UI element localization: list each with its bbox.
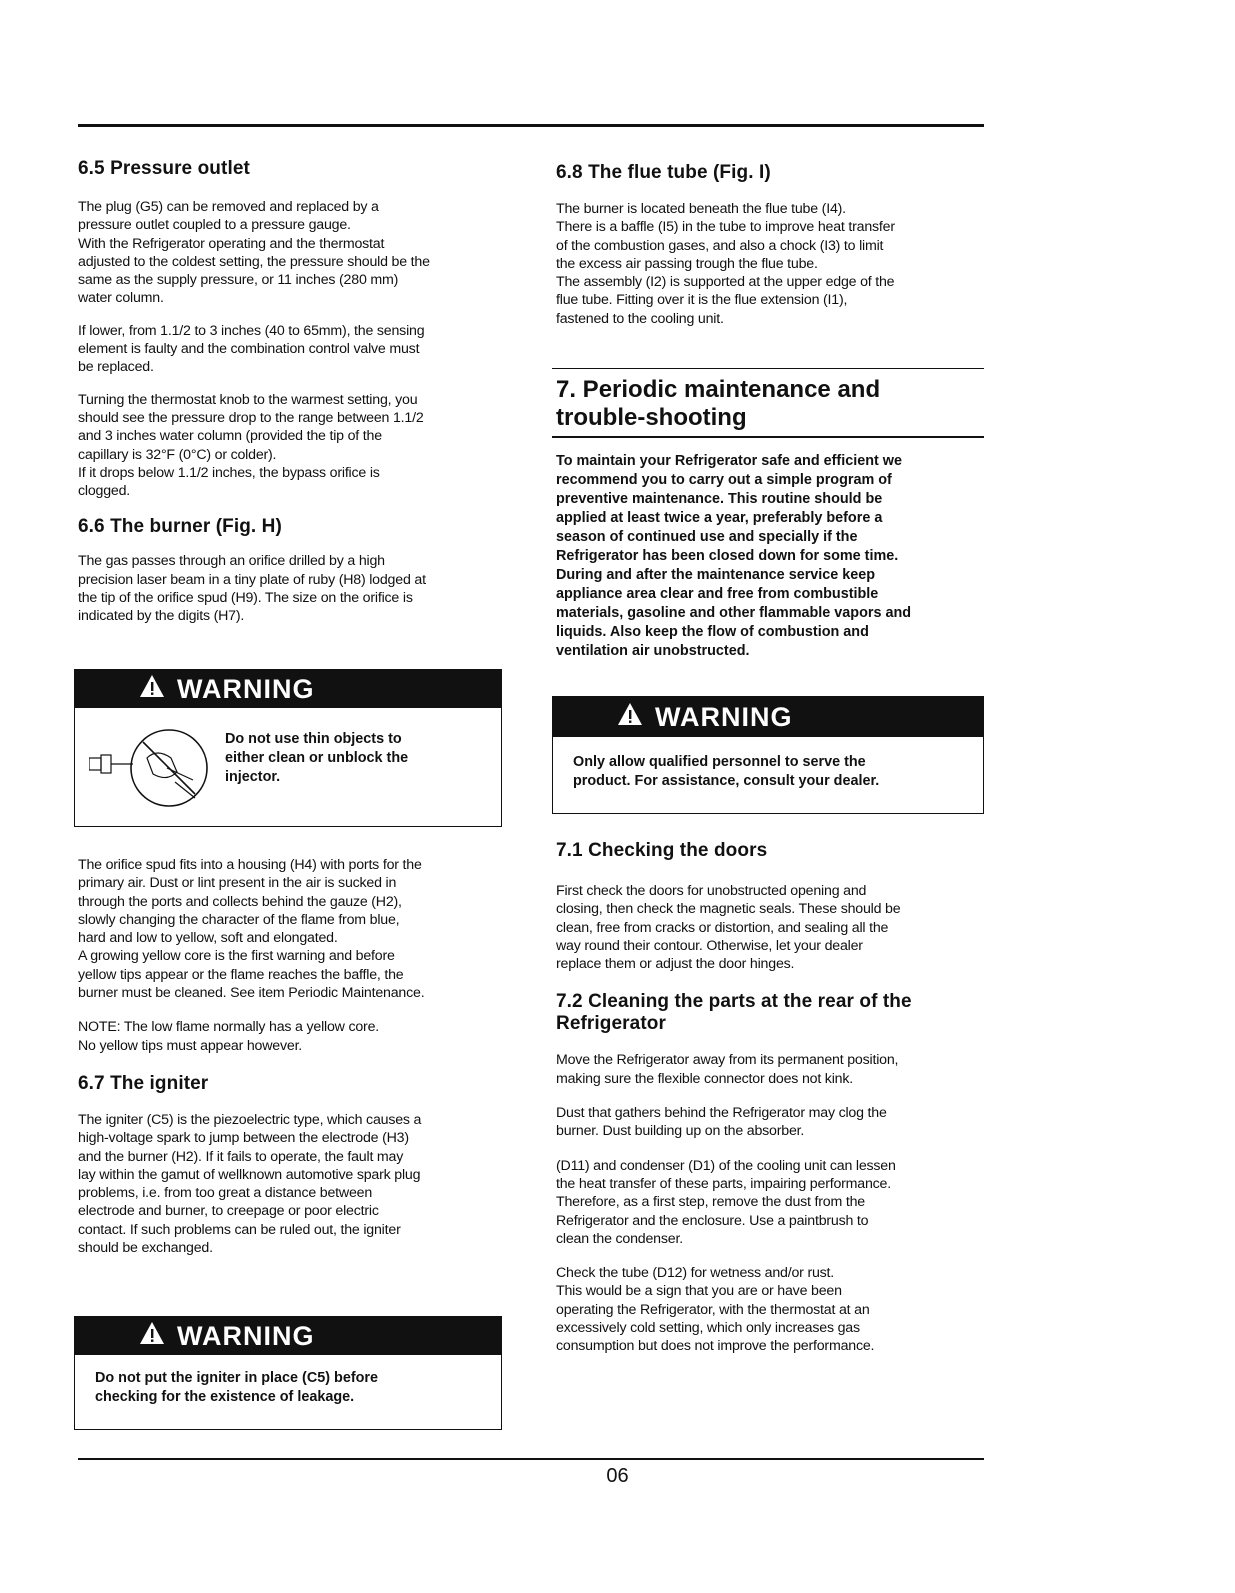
- right-column-lower: [556, 840, 984, 1370]
- section-6-6-note: NOTE: The low flame normally has a yellow core. No yellow tips must appear however.: [78, 1019, 379, 1054]
- section-6-7-title: 6.7 The igniter: [78, 1072, 209, 1094]
- warning-header: [75, 1317, 501, 1355]
- chapter-7-heading: [556, 376, 984, 432]
- chapter-7-bottom-rule: [552, 436, 984, 438]
- section-6-8-title: 6.8 The flue tube (Fig. I): [556, 162, 771, 183]
- section-7-2-para-3: (D11) and condenser (D1) of the cooling unit can lessen the heat transfer of these parts, impairing performance. Therefore, as a first step, remove the dust from the Refrigerator and the enclosure. Use a paintbrush to clean the condenser.: [556, 1157, 896, 1247]
- section-7-2-para-4: Check the tube (D12) for wetness and/or rust. This would be a sign that you are or have been operating the Refrigerator, with the thermostat at an excessively cold setting, which only increases gas consumption but does not improve the performance.: [556, 1265, 875, 1355]
- section-6-5-para-3: Turning the thermostat knob to the warmest setting, you should see the pressure drop to the range between 1.1/2 and 3 inches water column (provided the tip of the capillary is 32°F (0°C) or colder). If it drops below 1.1/2 inches, the bypass orifice is clogged.: [78, 391, 424, 500]
- warning-header-label: WARNING: [655, 701, 793, 732]
- section-7-2-para-2: Dust that gathers behind the Refrigerator may clog the burner. Dust building up on the absorber.: [556, 1105, 887, 1140]
- section-7-1-title: 7.1 Checking the doors: [556, 840, 768, 861]
- section-6-5-title: 6.5 Pressure outlet: [78, 158, 250, 179]
- warning-triangle-icon: [139, 1321, 165, 1352]
- section-6-6-para-2: The orifice spud fits into a housing (H4) with ports for the primary air. Dust or lint present in the air is sucked in through the ports and collects behind the gauze (H2), slowly changing the character of the flame from blue, hard and low to yellow, soft and elongated. A growing yellow core is the first warning and before yellow tips appear or the flame reaches the baffle, the burner must be cleaned. See item Periodic Maintenance.: [78, 857, 425, 1002]
- page-number: 06: [606, 1465, 629, 1487]
- warning-triangle-icon: [617, 702, 643, 733]
- footer-rule: [78, 1458, 984, 1460]
- section-6-6-title: 6.6 The burner (Fig. H): [78, 516, 282, 538]
- section-6-5-para-2: If lower, from 1.1/2 to 3 inches (40 to 65mm), the sensing element is faulty and the combination control valve must be replaced.: [78, 322, 425, 376]
- chapter-7-title: 7. Periodic maintenance and trouble-shooting: [556, 376, 881, 431]
- warning-box-injector: [74, 669, 502, 827]
- header-rule: [78, 124, 984, 127]
- section-7-1-para-1: First check the doors for unobstructed opening and closing, then check the magnetic seals. These should be clean, free from cracks or distortion, and sealing all the way round their contour. Otherwise, let your dealer replace them or adjust the door hinges.: [556, 883, 901, 973]
- chapter-7-intro-block: [556, 452, 984, 675]
- warning-header: [75, 670, 501, 708]
- section-6-5-para-1: The plug (G5) can be removed and replaced by a pressure outlet coupled to a pressure gauge. With the Refrigerator operating and the thermostat adjusted to the coldest setting, the pressure should be the same as the supply pressure, or 11 inches (280 mm) water column.: [78, 199, 430, 307]
- warning-header-label: WARNING: [177, 1320, 315, 1351]
- warning-text: Only allow qualified personnel to serve the product. For assistance, consult your dealer.: [573, 754, 880, 789]
- warning-triangle-icon: [139, 674, 165, 705]
- warning-text: Do not put the igniter in place (C5) before checking for the existence of leakage.: [95, 1370, 379, 1405]
- left-column-lower: [78, 856, 506, 1271]
- section-6-6-para-1: The gas passes through an orifice drilled by a high precision laser beam in a tiny plate of ruby (H8) lodged at the tip of the orifice spud (H9). The size on the orifice is indicated by the digits (H7).: [78, 553, 426, 625]
- no-tools-injector-icon: [89, 722, 229, 823]
- chapter-7-top-rule: [552, 368, 984, 369]
- warning-header: [553, 697, 983, 737]
- warning-text: Do not use thin objects to either clean or unblock the injector.: [225, 731, 409, 785]
- left-column: [78, 158, 506, 640]
- chapter-7-intro: To maintain your Refrigerator safe and efficient we recommend you to carry out a simple program of preventive maintenance. This routine should be applied at least twice a year, preferably before a season of continued use and specially if the Refrigerator has been closed down for some time. During and after the maintenance service keep appliance area clear and free from combustible materials, gasoline and other flammable vapors and liquids. Also keep the flow of combustion and ventilation air unobstructed.: [556, 453, 912, 659]
- section-6-8-para-1: The burner is located beneath the flue tube (I4). There is a baffle (I5) in the tube to improve heat transfer of the combustion gases, and also a chock (I3) to limit the excess air passing trough the flue tube. The assembly (I2) is supported at the upper edge of the flue tube. Fitting over it is the flue extension (I1), fastened to the cooling unit.: [556, 201, 895, 327]
- section-6-7-para-1: The igniter (C5) is the piezoelectric type, which causes a high-voltage spark to jump between the electrode (H3) and the burner (H2). If it fails to operate, the fault may lay within the gamut of wellknown automotive spark plug problems, i.e. from too great a distance between electrode and burner, to creepage or poor electric contact. If such problems can be ruled out, the igniter should be exchanged.: [78, 1111, 422, 1257]
- warning-box-igniter: [74, 1316, 502, 1430]
- section-7-2-title: 7.2 Cleaning the parts at the rear of the Refrigerator: [556, 991, 912, 1035]
- right-column: [556, 162, 984, 342]
- section-7-2-para-1: Move the Refrigerator away from its permanent position, making sure the flexible connector does not kink.: [556, 1052, 899, 1087]
- warning-box-personnel: [552, 696, 984, 814]
- warning-header-label: WARNING: [177, 673, 315, 704]
